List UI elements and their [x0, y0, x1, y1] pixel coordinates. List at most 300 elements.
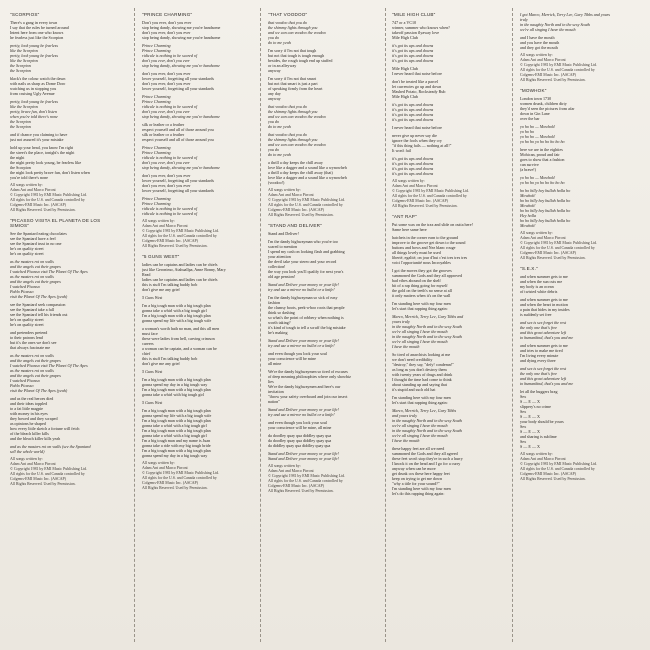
lyric-line: gonna spend my life with a big tough wife: [142, 413, 212, 418]
song-block: [268, 223, 378, 494]
lyric-line: invitation: [268, 389, 284, 394]
lyric-line: I'm a big tough man with a big tough plan: [142, 418, 211, 423]
lyric-line: Mowhok!: [520, 203, 536, 208]
lyric-line: the Scorpion: [10, 63, 31, 68]
lyric-line: you're told there's none: [10, 175, 48, 180]
lyric-line: it's got its ups and downs: [392, 161, 434, 166]
lyric-line: the Scorpion: [10, 124, 31, 129]
lyric-line: and sharing is sublime: [520, 434, 557, 439]
lyric-line: I'm sorry if I'm not that smart: [268, 76, 317, 81]
stanza: [392, 352, 502, 392]
lyric-line: these feet won't stop they're in such a hurry: [392, 456, 463, 461]
lyric-line: respect yourself and all of those around you: [142, 137, 214, 142]
lyric-line: let all the buggers brag: [520, 389, 558, 394]
credit-line: Adam Ant and Marco Pirroni: [520, 58, 566, 62]
lyrics-column-4: [392, 12, 502, 644]
lyric-line: the only one that's free: [520, 325, 558, 330]
column-divider: [134, 8, 135, 642]
lyric-line: that always fascinate me: [10, 345, 51, 350]
lyric-line: he fearless just like the Scorpion: [10, 35, 64, 40]
lyric-line: and I have the mouth: [520, 35, 555, 40]
lyric-line: keep on trying to get me down: [392, 476, 443, 481]
lyric-line: as the masters rot on walls: [10, 274, 54, 279]
lyric-line: gonna take a whirl with a big tough girl: [142, 433, 207, 438]
lyric-line: I'm a big tough man with a big tough plan: [142, 408, 211, 413]
credit-line: © Copyright 1981 by EMI Music Publishing Ltd.: [142, 471, 220, 475]
lyric-line: lies: [268, 379, 274, 384]
lyric-line: Prince Charming: [142, 48, 171, 53]
lyric-line: Sex: [520, 439, 527, 444]
lyric-line: anyway: [268, 96, 281, 101]
lyric-line: I got the moves they got the grooves: [392, 268, 452, 273]
lyric-line: yo ho ho — Mowhok!: [520, 175, 556, 180]
lyric-line: you do: [268, 119, 280, 124]
credit-line: Colgems-EMI Music Inc. (ASCAP): [392, 199, 448, 203]
lyric-line: as the masters rot on walls: [10, 353, 54, 358]
lyric-line: (voodoo!): [268, 180, 285, 185]
song-credits: [268, 188, 378, 218]
lyric-line: it's got its ups and downs: [392, 43, 434, 48]
stanza: [392, 66, 502, 76]
lyric-line: don't you ever, don't you ever: [142, 30, 191, 35]
lyric-line: to humankind, that's you and me: [520, 335, 574, 340]
lyric-line: he's on quality street: [10, 322, 44, 327]
lyric-line: it's got its ups and downs: [392, 112, 434, 117]
lyric-line: I'm a big tough man with a big tough plan: [142, 387, 211, 392]
song-block: [392, 214, 502, 496]
lyrics-column-1: [10, 12, 120, 644]
lyric-line: I'm a big tough man with a big tough plan: [142, 448, 211, 453]
song-block: [10, 12, 120, 213]
lyric-line: the street's the place, tonight's the night: [10, 150, 75, 155]
credit-line: All Rights Reserved. Used by Permission.: [10, 482, 76, 486]
lyric-line: respect yourself and all of those around you: [142, 127, 214, 132]
lyric-line: ridicule is nothing to be scared of: [142, 53, 198, 58]
lyric-line: yours truly: [392, 319, 410, 324]
lyric-line: I got Marco, Merrick, Terry Lee, Gary Tibbs and yours: [520, 12, 610, 17]
lyric-line: just like Geronimo, Atahuallpa, Anne Bonny, Mary: [142, 267, 226, 272]
credit-line: All songs written by:: [142, 461, 175, 465]
stanza: [142, 173, 252, 193]
stanza: [142, 94, 252, 119]
lyric-line: ladies can be captains and ladies can be chiefs: [142, 262, 218, 267]
song-credits: [520, 452, 630, 482]
song-block: [520, 266, 630, 482]
lyric-line: this is stuff I'm talking buddy bob: [142, 282, 198, 287]
lyric-line: as the masters rot on walls: [10, 259, 54, 264]
lyric-line: takeoff passion flyaway love: [392, 30, 440, 35]
lyric-line: can survive: [520, 162, 539, 167]
lyric-line: a woman can be captain, and a woman can be: [142, 346, 217, 351]
lyric-line: all things lovely must be used: [392, 250, 441, 255]
song-title: "STAND AND DELIVER": [268, 223, 322, 228]
lyric-line: Prince Charming: [142, 145, 171, 150]
lyric-line: and dying every three: [520, 358, 556, 363]
lyric-line: is suddenly set free: [520, 312, 552, 317]
lyric-line: yo ho ho yo ho ho ho ho ho: [520, 180, 565, 185]
credit-line: All songs written by:: [520, 53, 553, 57]
lyric-line: the Scorpion: [10, 165, 31, 170]
lyric-line: ho ho billy hey bullah holla ho: [520, 208, 571, 213]
lyric-line: Mowhok!: [520, 223, 536, 228]
lyric-line: "if this thing fails — nothing at all!": [392, 143, 452, 148]
stanza: [10, 145, 120, 180]
lyric-line: buttons and bows and Nez blanc rouge: [392, 245, 456, 250]
lyric-line: summoned the Gods and they all approved: [392, 273, 463, 278]
credit-line: All rights for the U.S. and Canada controlled by: [268, 203, 343, 207]
lyric-line: it's got its ups and downs: [392, 48, 434, 53]
lyric-line: and yours truly: [392, 413, 418, 418]
song-block: [392, 12, 502, 209]
lyric-line: yo ho ho yo ho ho ho ho ho: [520, 139, 565, 144]
song-title: "S.E.X.": [520, 266, 538, 271]
lyric-line: lower yourself, forgetting all your standards: [142, 86, 215, 91]
lyric-line: and you have the mouth: [520, 40, 560, 45]
lyric-line: the clumsy boots, peek-a-boo roots that people: [268, 305, 345, 310]
lyric-line: like the Scorpion: [10, 58, 38, 63]
lyric-line: S — E — X: [520, 414, 541, 419]
lyric-line: liberté, egalité, on jour d'hui c'est tres tres tres: [392, 255, 468, 260]
stanza: [520, 124, 630, 144]
lyric-line: and as the masters rot on walls (see the Spaniard: [10, 444, 91, 449]
lyric-line: see the Spaniard have a feel: [10, 236, 56, 241]
lyric-line: pretty, brave fun, don't listen: [10, 109, 57, 114]
lyric-line: and tries to make me tired: [520, 348, 563, 353]
lyric-line: I'm a big tough man with a big tough plan: [142, 428, 211, 433]
stanza: [142, 145, 252, 170]
stanza: [520, 35, 630, 50]
lyric-line: S — E — X: [520, 399, 541, 404]
lyric-line: and they got the mouth: [520, 45, 558, 50]
lyric-line: he's on quality street: [10, 246, 44, 251]
lyric-line: Stand and Deliver!: [268, 231, 299, 236]
credit-line: © Copyright 1981 by EMI Music Publishing Ltd.: [392, 189, 470, 193]
lyric-line: like the Scorpion: [10, 104, 38, 109]
lyric-line: as long as you don't destroy them: [392, 367, 447, 372]
lyric-line: Hey holla: [520, 213, 537, 218]
lyric-line: but not that smart is just a part: [268, 81, 318, 86]
lyric-line: Sex: [520, 394, 527, 399]
credit-line: © Copyright 1981 by EMI Music Publishing Ltd.: [268, 474, 346, 478]
credit-line: All rights for the U.S. and Canada controlled by: [268, 479, 343, 483]
credit-line: All rights for the U.S. and Canada controlled by: [520, 467, 595, 471]
lyric-line: hatchets in the corner earn to the ground: [392, 235, 459, 240]
lyric-line: don't give me any grief: [142, 361, 180, 366]
song-title: "ANT RAP": [392, 214, 417, 219]
lyric-line: try and use a mirror no bullet or a knife!: [268, 287, 335, 292]
lyric-line: you do: [268, 35, 280, 40]
lyric-line: it's stupid and such old hat: [392, 387, 436, 392]
credit-line: © Copyright 1981 by EMI Music Publishing Ltd.: [520, 462, 598, 466]
lyric-line: this is stuff I'm talking buddy bob: [142, 356, 198, 361]
lyric-line: the night: [10, 155, 25, 160]
lyric-line: da doodley quay qua diddley quay qua: [268, 433, 332, 438]
stanza: [10, 20, 120, 40]
lyric-line: hold up your head, you know I'm right: [10, 145, 74, 150]
lyric-line: and the angels eat their grapes: [10, 373, 61, 378]
stanza: [520, 188, 630, 228]
lyric-line: I watched Picasso visit The Planet Of The Apes: [10, 269, 88, 274]
stanza: [392, 102, 502, 122]
lyric-line: slippery's no crime: [520, 404, 551, 409]
credit-line: All songs written by:: [142, 219, 175, 223]
lyric-line: and as the real heroes died: [10, 396, 54, 401]
stanza: [10, 444, 120, 454]
lyric-line: love like a dagger and a sound like a wynowheh: [268, 175, 347, 180]
stanza: [392, 301, 502, 311]
stanza: [392, 314, 502, 349]
lyric-line: I have the mouth: [392, 438, 420, 443]
lyric-line: so what's the point of robbery when nothing is: [268, 315, 344, 320]
song-title: "PRINCE CHARMING": [142, 12, 193, 17]
stanza: [392, 235, 502, 265]
stanza: [392, 156, 502, 176]
lyric-line: There's a gang in every town: [10, 20, 58, 25]
lyric-line: Read: [142, 272, 151, 277]
lyric-line: they'd seen the pictures from afar: [520, 106, 575, 111]
lyric-line: black's the colour watch the dawn: [10, 76, 66, 81]
credit-line: Adam Ant and Marco Pirroni: [142, 224, 188, 228]
lyric-line: I'm standing here with my four men: [392, 301, 451, 306]
lyric-line: the night look pretty brave fun, don't listen when: [10, 170, 90, 175]
lyric-line: and sex is sex forget the rest: [520, 320, 567, 325]
lyric-line: your attention: [268, 254, 291, 259]
lyric-line: he's on quality street: [10, 317, 44, 322]
credit-line: Colgems-EMI Music Inc. (ASCAP): [520, 472, 576, 476]
stanza: [142, 377, 252, 397]
lyric-line: in the naughty North and in the sexy South: [392, 324, 462, 329]
stanza: [268, 295, 378, 335]
song-credits: [268, 464, 378, 494]
lyric-line: It won't fail: [392, 148, 411, 153]
lyric-line: Stand and Deliver your money or your life!: [268, 282, 339, 287]
lyric-line: of the bleach killer kills: [10, 431, 49, 436]
stanza: [392, 408, 502, 443]
lyric-line: da diddley quay qua diddley quay qua: [268, 443, 331, 448]
lyric-line: it's got its ups and downs: [392, 107, 434, 112]
lyric-line: see the Spaniard tell his friends out: [10, 312, 68, 317]
stanza: [268, 132, 378, 157]
lyric-line: stop being dandy, showing me you're handsome: [142, 25, 221, 30]
lyric-line: winner, summer who knows when?: [392, 25, 450, 30]
lyric-line: I'm living every minute: [520, 353, 559, 358]
lyric-line: Prince Charming: [142, 196, 171, 201]
credit-line: Adam Ant and Marco Pirroni: [10, 188, 56, 192]
lyric-line: of deep meaning philosophies where only showbiz: [268, 374, 351, 379]
credit-line: All rights for the U.S. and Canada controlled by: [10, 472, 85, 476]
lyric-line: sell the whole world): [10, 449, 45, 454]
lyric-line: 5 Guns West: [142, 400, 163, 405]
credit-line: All Rights Reserved. Used by Permission.: [142, 486, 208, 490]
song-block: [142, 12, 252, 249]
lyric-line: don't you ever, don't you ever: [142, 81, 191, 86]
lyric-line: collection!: [268, 264, 286, 269]
lyric-line: all mine: [268, 361, 282, 366]
lyric-line: improve to the groove get down to the sound: [392, 240, 466, 245]
credit-line: All songs written by:: [10, 457, 43, 461]
stanza: [268, 433, 378, 448]
stanza: [10, 99, 120, 129]
stanza: [268, 282, 378, 292]
lyric-line: the Scorpion: [10, 119, 31, 124]
lyric-line: see the Spaniard trust in no one: [10, 241, 62, 246]
stanza: [268, 420, 378, 430]
lyric-line: I never heard that noise before: [392, 125, 442, 130]
lyric-line: do to me yeah: [268, 40, 291, 45]
lyric-line: it's got its ups and downs: [392, 53, 434, 58]
lyric-line: in the naughty North and in the sexy South: [392, 334, 462, 339]
lyric-line: when you're told there's none: [10, 114, 58, 119]
lyric-line: and the angels eat their grapes: [10, 358, 61, 363]
lyric-line: summoned the Gods and they all agreed: [392, 451, 458, 456]
lyric-line: Don't you ever, don't you ever: [142, 20, 192, 25]
lyric-line: silk or leather or a feather: [142, 122, 185, 127]
lyric-line: Put some wax on the trax and slide on outta here!: [392, 222, 473, 227]
stanza: [392, 268, 502, 298]
lyric-line: see the Spaniard seek compassion: [10, 302, 66, 307]
lyric-line: I watched Picasso: [10, 284, 40, 289]
credit-line: All songs written by:: [10, 183, 43, 187]
song-title: "MOWHOK": [520, 88, 547, 93]
lyric-line: careers: [142, 341, 154, 346]
lyric-line: the gold on the teeth's no sense at all: [392, 288, 452, 293]
lyric-line: let's do this rapping thing again:: [392, 491, 445, 496]
lyric-line: anyway: [268, 68, 281, 73]
lyric-line: the shimmy lights through you: [268, 109, 318, 114]
credit-line: All rights for the U.S. and Canada controlled by: [520, 68, 595, 72]
song-block: [10, 218, 120, 487]
lyric-line: Mile High Club: [392, 35, 418, 40]
stanza: [268, 20, 378, 45]
lyric-line: gonna take a whirl with big tough girl: [142, 392, 204, 397]
lyric-line: I watched Picasso: [10, 378, 40, 383]
song-title: "5 GUNS WEST": [142, 254, 180, 259]
stanza: [142, 369, 252, 374]
credit-line: All rights for the U.S. and Canada controlled by: [10, 198, 85, 202]
lyric-line: see the Spaniard take a fall: [10, 307, 54, 312]
lyric-line: I'm standing here with my four men: [392, 395, 451, 400]
credit-line: © Copyright 1981 by EMI Music Publishing Ltd.: [520, 241, 598, 245]
stanza: [10, 231, 120, 256]
lyric-line: "why a title for your sound?": [392, 481, 440, 486]
stanza: [142, 400, 252, 405]
lyric-line: here we are in the eighties: [520, 147, 563, 152]
stanza: [520, 366, 630, 386]
lyric-line: your conscience will be mine: [268, 356, 316, 361]
credit-line: All songs written by:: [268, 188, 301, 192]
lyrics-column-2: [142, 12, 252, 644]
lyric-line: don't you ever, don't you ever: [142, 109, 190, 114]
lyric-line: do to me yeah: [268, 124, 291, 129]
lyric-line: See the Spaniard eating chocolates: [10, 231, 67, 236]
lyric-line: bad vibes abound on the shelf: [392, 278, 441, 283]
lyric-line: ho ho billy hey bullah holla ho: [520, 198, 571, 203]
lyric-line: don't you ever, don't you ever: [142, 71, 191, 76]
lyric-line: the shimmy lights through you: [268, 137, 318, 142]
lyric-line: S — E — X: [520, 429, 541, 434]
stanza: [520, 343, 630, 363]
credit-line: © Copyright 1981 by EMI Music Publishing Ltd.: [520, 63, 598, 67]
stanza: [142, 303, 252, 323]
lyric-line: Intent here from one who knows: [10, 30, 64, 35]
column-divider: [512, 8, 513, 642]
lyric-line: ignore the fools when they cry: [392, 138, 442, 143]
lyric-line: or in an alleyway: [268, 63, 297, 68]
stanza: [142, 43, 252, 68]
credit-line: Adam Ant and Marco Pirroni: [392, 184, 438, 188]
lyric-line: I knock it on the head and I go for a curry: [392, 461, 461, 466]
lyric-line: I say that the rules be turned around: [10, 25, 69, 30]
stanza: [268, 407, 378, 417]
lyrics-column-5: [520, 12, 630, 644]
song-block: [268, 12, 378, 218]
lyric-line: gonna take a ride with my big tough bride: [142, 443, 211, 448]
credit-line: Adam Ant and Marco Pirroni: [268, 193, 314, 197]
lyric-line: we're all singing I have the mouth: [392, 433, 448, 438]
lyric-line: 5 Guns West: [142, 295, 163, 300]
song-credits: [392, 179, 502, 209]
lyric-line: Mile High Club: [392, 66, 418, 71]
song-title: "THAT VOODOO": [268, 12, 308, 17]
lyric-line: let currencies go up and down: [392, 84, 442, 89]
lyric-line: lower yourself, forgetting all your standards: [142, 76, 215, 81]
lyric-line: stop being dandy, showing me you're handsome: [142, 35, 221, 40]
credit-line: All songs written by:: [520, 231, 553, 235]
lyric-line: we're all singing I have the mouth: [392, 339, 448, 344]
credit-line: Colgems-EMI Music Inc. (ASCAP): [142, 481, 198, 485]
lyric-line: nation": [268, 399, 280, 404]
column-divider: [260, 8, 261, 642]
lyric-line: from cruising Ugly Avenue: [10, 91, 55, 96]
lyric-line: in the naughty North and in the sexy South: [392, 428, 462, 433]
lyric-line: da doodley quay qua diddley quay qua: [268, 438, 332, 443]
lyric-line: they bowed and they scraped: [10, 416, 58, 421]
lyric-line: over the bar: [520, 116, 540, 121]
lyric-line: Marco, Merrick, Terry Lee, Gary Tibbs and: [392, 314, 464, 319]
lyric-line: Stand and Deliver your money or your life!: [268, 338, 339, 343]
lyric-line: and when summer gets to me: [520, 297, 568, 302]
lyric-line: pretty, look young be fearless: [10, 53, 58, 58]
lyric-line: and the angels eat their grapes: [10, 264, 61, 269]
lyric-line: gonna spend my life with a big tough wife: [142, 318, 212, 323]
lyric-line: of twisted white debris: [520, 289, 558, 294]
lyric-line: he's on quality street: [10, 251, 44, 256]
lyric-line: old age pension!: [268, 274, 296, 279]
lyric-line: to a fat little magpie: [10, 406, 43, 411]
lyric-line: but it's the ones we don't see: [10, 340, 57, 345]
credit-line: Adam Ant and Marco Pirroni: [142, 466, 188, 470]
lyric-line: I'm a big tough man with a big tough plan: [142, 377, 211, 382]
lyric-line: to humankind, that's you and me: [520, 381, 574, 386]
song-block: [142, 254, 252, 491]
lyric-line: I'm the dandy highwayman who you're too: [268, 239, 338, 244]
stanza: [268, 239, 378, 279]
lyric-line: I'm a big tough man with a big tough plan: [142, 303, 211, 308]
lyric-line: get drunk cos these here happy feet: [392, 471, 450, 476]
lyric-line: Sex: [520, 424, 527, 429]
lyric-line: try and use a mirror no bullet or a knife!: [268, 412, 335, 417]
stanza: [520, 389, 630, 449]
stanza: [392, 43, 502, 63]
lyric-line: fashion: [268, 300, 281, 305]
lyric-line: stop being dandy, showing me you're handsome: [142, 63, 220, 68]
lyric-line: yo ho ho — Mowhok!: [520, 134, 556, 139]
credit-line: All Rights Reserved. Used by Permission.: [520, 256, 586, 260]
lyric-line: with twenty years of drugs and drink: [392, 372, 453, 377]
lyric-line: like the Scorpion: [10, 48, 38, 53]
lyric-line: it's got its ups and downs: [392, 156, 434, 161]
lyric-line: your body should be yours: [520, 419, 564, 424]
